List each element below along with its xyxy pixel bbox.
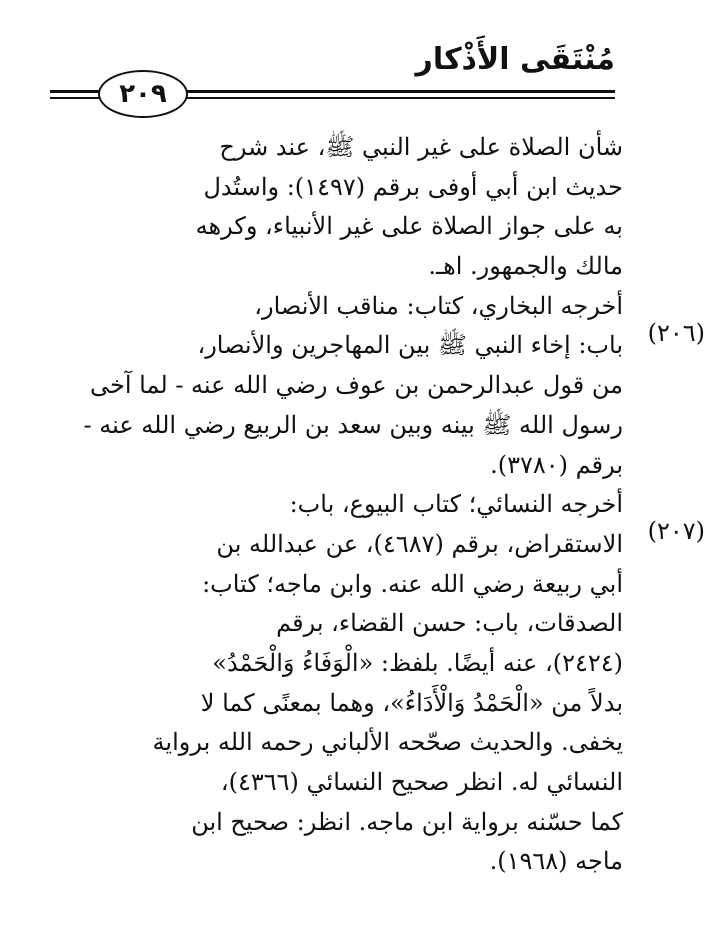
line-text: يخفى. والحديث صحّحه الألباني رحمه الله برواية xyxy=(152,728,623,757)
text-line xyxy=(46,446,623,486)
line-text: ماجه (١٩٦٨). xyxy=(489,847,623,876)
text-line xyxy=(46,842,623,882)
text-line xyxy=(46,207,623,247)
text-line xyxy=(46,326,623,366)
line-text: بدلاً من «الْحَمْدُ وَالْأَدَاءُ»، وهما بمعنًى كما لا xyxy=(200,688,623,717)
line-text: رسول الله ﷺ بينه وبين سعد بن الربيع رضي الله عنه - xyxy=(83,410,623,439)
line-text: أخرجه النسائي؛ كتاب البيوع، باب: xyxy=(289,490,623,519)
text-line xyxy=(46,803,623,843)
text-line xyxy=(46,604,623,644)
text-line xyxy=(46,525,623,565)
line-text: به على جواز الصلاة على غير الأنبياء، وكرهه xyxy=(195,212,623,241)
line-text: حديث ابن أبي أوفى برقم (١٤٩٧): واستُدل xyxy=(203,172,623,201)
text-line xyxy=(46,565,623,605)
line-text: (٢٤٢٤)، عنه أيضًا. بلفظ: «الْوَفَاءُ وَالْحَمْدُ» xyxy=(212,648,623,677)
line-text: أبي ربيعة رضي الله عنه. وابن ماجه؛ كتاب: xyxy=(202,569,623,598)
text-line xyxy=(46,644,623,684)
line-text: النسائي له. انظر صحيح النسائي (٤٣٦٦)، xyxy=(220,768,623,796)
text-line xyxy=(46,406,623,446)
line-text: أخرجه البخاري، كتاب: مناقب الأنصار، xyxy=(254,291,623,320)
text-line xyxy=(46,763,623,803)
text-line xyxy=(46,168,623,208)
line-text: مالك والجمهور. اهـ. xyxy=(428,252,623,281)
footnote-number: (٢٠٧) xyxy=(647,517,705,546)
text-line xyxy=(46,723,623,763)
page-number: ٢٠٩ xyxy=(98,70,188,118)
line-text: برقم (٣٧٨٠). xyxy=(490,450,623,479)
line-text: من قول عبدالرحمن بن عوف رضي الله عنه - لما آخى xyxy=(90,371,623,400)
text-line xyxy=(46,247,623,287)
line-text: باب: إخاء النبي ﷺ بين المهاجرين والأنصار، xyxy=(197,331,623,360)
text-line xyxy=(46,128,623,168)
line-text: الصدقات، باب: حسن القضاء، برقم xyxy=(276,609,623,638)
footnote-number: (٢٠٦) xyxy=(647,318,705,347)
running-header-title: مُنْتَقَى الأَذْكار xyxy=(415,42,615,77)
text-line xyxy=(46,366,623,406)
text-line xyxy=(46,684,623,724)
footnotes-body xyxy=(46,128,705,882)
line-text: كما حسّنه برواية ابن ماجه. انظر: صحيح ابن xyxy=(191,807,623,836)
line-text: الاستقراض، برقم (٤٦٨٧)، عن عبدالله بن xyxy=(216,529,623,558)
line-text: شأن الصلاة على غير النبي ﷺ، عند شرح xyxy=(219,133,623,161)
